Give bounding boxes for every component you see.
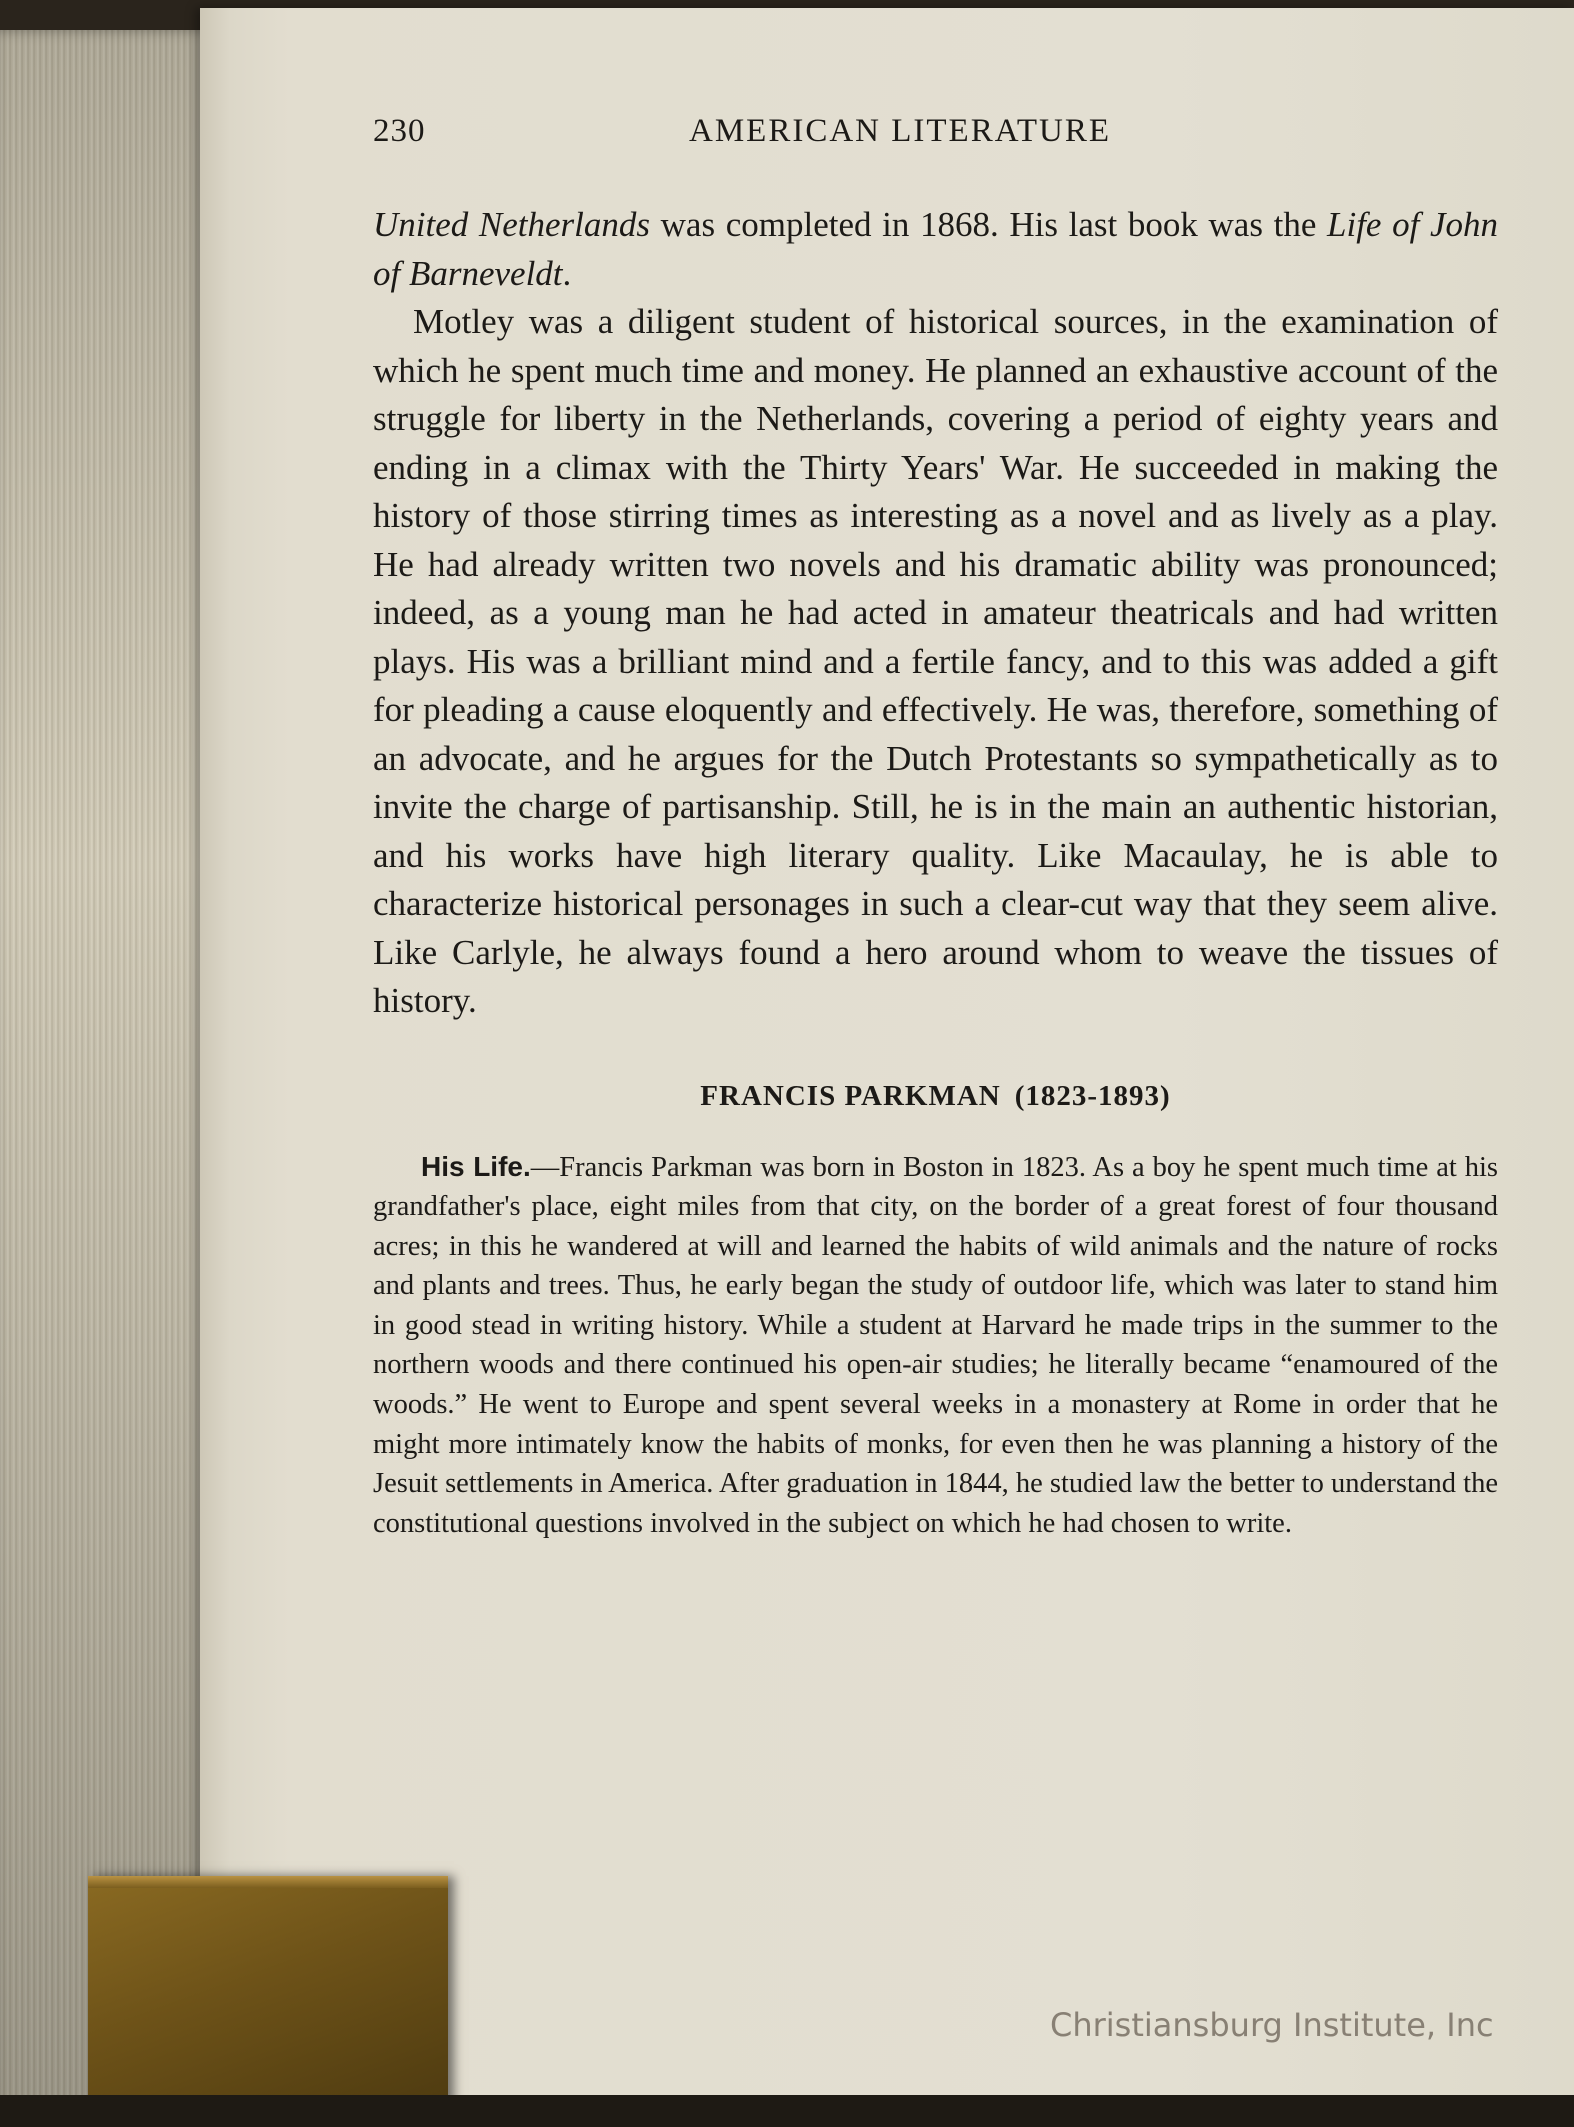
watermark: Christiansburg Institute, Inc [1050, 2006, 1494, 2044]
running-head [373, 105, 1498, 165]
running-title: AMERICAN LITERATURE [689, 113, 1112, 149]
page-text-column [373, 105, 1498, 1543]
section-heading [373, 1080, 1498, 1113]
section-years: (1823-1893) [1014, 1079, 1171, 1112]
page-edges-shadow [0, 30, 220, 2120]
work-title: United Netherlands [373, 205, 651, 244]
continuation-text-1: was completed in 1868. His last book was the [650, 205, 1327, 244]
his-life-text: —Francis Parkman was born in Boston in 1823. As a boy he spent much time at his grandfather's place, eight miles from that city, on the border of a great forest of four thousand acres; in this he wandered at will and learned the habits of wild animals and the nature of rocks and plants and trees. Thus, he early began the study of outdoor life, which was later to stand him in good stead in writing history. While a student at Harvard he made trips in the summer to the northern woods and there continued his open-air studies; he literally became “enamoured of the woods.” He went to Europe and spent several weeks in a monastery at Rome in order that he might more intimately know the habits of monks, for even then he was planning a history of the Jesuit settlements in America. After graduation in 1844, he studied law the better to understand the constitutional questions involved in the subject on which he had chosen to write. [373, 1151, 1498, 1539]
page-bottom-shadow [0, 2095, 1574, 2127]
page-number: 230 [373, 113, 426, 149]
his-life-section [373, 1147, 1498, 1544]
book-title: Life of John of Barneveldt [373, 205, 1498, 293]
continuation-paragraph [373, 201, 1498, 298]
motley-paragraph: Motley was a diligent student of historical sources, in the examination of which he spent much time and money. He planned an exhaustive account of the struggle for liberty in the Netherlands, covering a period of eighty years and ending in a climax with the Thirty Years' War. He succeeded in making the history of those stirring times as interesting as a novel and as lively as a play. He had already written two novels and his dramatic ability was pronounced; indeed, as a young man he had acted in amateur theatricals and had written plays. His was a brilliant mind and a fertile fancy, and to this was added a gift for pleading a cause eloquently and effectively. He was, therefore, something of an advocate, and he argues for the Dutch Protestants so sympathetically as to invite the charge of partisanship. Still, he is in the main an authentic historian, and his works have high literary quality. Like Macaulay, he is able to characterize historical personages in such a clear-cut way that they seem alive. Like Carlyle, he always found a hero around whom to weave the tissues of history. [373, 302, 1498, 1020]
continuation-text-2: . [562, 253, 572, 293]
section-name: FRANCIS PARKMAN [700, 1079, 1001, 1112]
his-life-paragraph [373, 1147, 1498, 1544]
body-text [373, 201, 1498, 1026]
gilded-book-edge [88, 1876, 448, 2116]
his-life-runin: His Life. [421, 1150, 531, 1182]
